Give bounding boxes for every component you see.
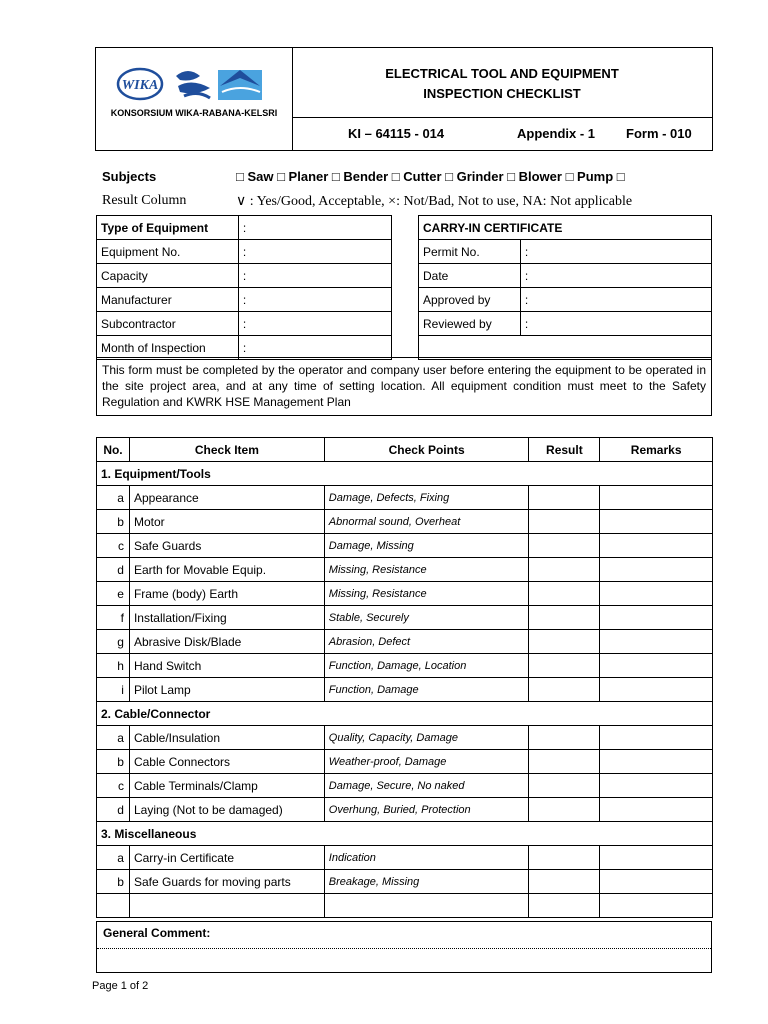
check-points: Overhung, Buried, Protection: [324, 798, 529, 822]
item-letter: a: [97, 726, 130, 750]
checklist-row: [97, 558, 713, 582]
certificate-value[interactable]: :: [520, 264, 711, 288]
remarks-cell[interactable]: [600, 510, 713, 534]
result-cell[interactable]: [529, 606, 600, 630]
appendix-label: Appendix - 1: [517, 126, 596, 141]
checklist-row: [97, 726, 713, 750]
check-points: Missing, Resistance: [324, 558, 529, 582]
checklist-row: [97, 606, 713, 630]
equipment-value[interactable]: :: [238, 288, 391, 312]
checklist-row: [97, 798, 713, 822]
remarks-cell[interactable]: [600, 870, 713, 894]
document-code-row: [292, 117, 712, 150]
item-letter: i: [97, 678, 130, 702]
checklist-row: [97, 678, 713, 702]
checklist-row: [97, 774, 713, 798]
check-points: Function, Damage, Location: [324, 654, 529, 678]
check-item: Earth for Movable Equip.: [129, 558, 324, 582]
item-letter: c: [97, 534, 130, 558]
check-points: Abrasion, Defect: [324, 630, 529, 654]
result-column-label: Result Column: [102, 193, 187, 208]
remarks-cell[interactable]: [600, 630, 713, 654]
equipment-label: Month of Inspection: [97, 336, 239, 360]
subjects-options[interactable]: □ Saw □ Planer □ Bender □ Cutter □ Grinder □ Blower □ Pump □: [236, 169, 625, 184]
section-title: 2. Cable/Connector: [97, 702, 713, 726]
comment-divider: [97, 948, 711, 949]
checklist-header-row: [97, 438, 713, 462]
document-number: KI – 64115 - 014: [348, 126, 445, 141]
item-letter: b: [97, 510, 130, 534]
equipment-row: [97, 240, 392, 264]
company-name: KONSORSIUM WIKA-RABANA-KELSRI: [110, 108, 278, 118]
equipment-info-table: [96, 215, 392, 360]
certificate-value[interactable]: :: [520, 240, 711, 264]
header-no: No.: [97, 438, 130, 462]
equipment-value[interactable]: :: [238, 240, 391, 264]
wika-logo-text: WIKA: [121, 78, 159, 93]
result-cell[interactable]: [529, 894, 600, 918]
check-item: Pilot Lamp: [129, 678, 324, 702]
remarks-cell[interactable]: [600, 894, 713, 918]
result-cell[interactable]: [529, 750, 600, 774]
check-points: Abnormal sound, Overheat: [324, 510, 529, 534]
form-title: [292, 48, 712, 118]
remarks-cell[interactable]: [600, 558, 713, 582]
check-points: Breakage, Missing: [324, 870, 529, 894]
check-item: Hand Switch: [129, 654, 324, 678]
equipment-row: [97, 264, 392, 288]
check-item: Cable Connectors: [129, 750, 324, 774]
remarks-cell[interactable]: [600, 606, 713, 630]
result-cell[interactable]: [529, 486, 600, 510]
equipment-label: Subcontractor: [97, 312, 239, 336]
checklist-row: [97, 846, 713, 870]
remarks-cell[interactable]: [600, 678, 713, 702]
equipment-value[interactable]: :: [238, 336, 391, 360]
result-cell[interactable]: [529, 846, 600, 870]
check-item: Installation/Fixing: [129, 606, 324, 630]
check-item: Appearance: [129, 486, 324, 510]
checklist-row: [97, 654, 713, 678]
check-item: Carry-in Certificate: [129, 846, 324, 870]
checklist-row: [97, 870, 713, 894]
equipment-label: Equipment No.: [97, 240, 239, 264]
equipment-row: [97, 312, 392, 336]
check-points: Damage, Missing: [324, 534, 529, 558]
certificate-value[interactable]: :: [520, 288, 711, 312]
item-letter: d: [97, 798, 130, 822]
check-points: Quality, Capacity, Damage: [324, 726, 529, 750]
section-title: 3. Miscellaneous: [97, 822, 713, 846]
check-item: Laying (Not to be damaged): [129, 798, 324, 822]
item-letter: h: [97, 654, 130, 678]
page-number: Page 1 of 2: [92, 980, 149, 992]
item-letter: c: [97, 774, 130, 798]
header-check-item: Check Item: [129, 438, 324, 462]
header-check-points: Check Points: [324, 438, 529, 462]
check-item: Safe Guards for moving parts: [129, 870, 324, 894]
section-title: 1. Equipment/Tools: [97, 462, 713, 486]
result-cell[interactable]: [529, 510, 600, 534]
remarks-cell[interactable]: [600, 798, 713, 822]
checklist-row: [97, 750, 713, 774]
remarks-cell[interactable]: [600, 654, 713, 678]
result-cell[interactable]: [529, 534, 600, 558]
certificate-row: [419, 240, 712, 264]
check-item: Cable/Insulation: [129, 726, 324, 750]
item-letter: a: [97, 486, 130, 510]
check-item: Safe Guards: [129, 534, 324, 558]
certificate-label: Date: [419, 264, 521, 288]
check-points: Weather-proof, Damage: [324, 750, 529, 774]
equipment-row: [97, 288, 392, 312]
title-line-2: INSPECTION CHECKLIST: [423, 86, 581, 101]
equipment-label: Capacity: [97, 264, 239, 288]
check-points: Indication: [324, 846, 529, 870]
general-comment-label: General Comment:: [103, 926, 211, 940]
result-cell[interactable]: [529, 870, 600, 894]
equipment-value[interactable]: :: [238, 312, 391, 336]
check-points: Stable, Securely: [324, 606, 529, 630]
certificate-row: [419, 264, 712, 288]
carry-in-certificate-table: [418, 215, 712, 360]
check-points: [324, 894, 529, 918]
equipment-value[interactable]: :: [238, 264, 391, 288]
result-cell[interactable]: [529, 774, 600, 798]
certificate-value[interactable]: :: [520, 312, 711, 336]
remarks-cell[interactable]: [600, 726, 713, 750]
checklist-row: [97, 630, 713, 654]
result-cell[interactable]: [529, 630, 600, 654]
item-letter: [97, 894, 130, 918]
inspection-checklist-table: [96, 437, 713, 918]
result-cell[interactable]: [529, 798, 600, 822]
item-letter: b: [97, 870, 130, 894]
checklist-row: [97, 894, 713, 918]
item-letter: g: [97, 630, 130, 654]
title-line-1: ELECTRICAL TOOL AND EQUIPMENT: [385, 66, 619, 81]
remarks-cell[interactable]: [600, 582, 713, 606]
certificate-label: Permit No.: [419, 240, 521, 264]
check-item: Abrasive Disk/Blade: [129, 630, 324, 654]
instructions-note: This form must be completed by the operator and company user before entering the equipment to be operated in the site project area, and at any time of setting location. All equipment condition must meet to the Safety Regulation and KWRK HSE Management Plan: [96, 357, 712, 416]
form-header: [95, 47, 713, 151]
result-cell[interactable]: [529, 654, 600, 678]
header-remarks: Remarks: [600, 438, 713, 462]
item-letter: f: [97, 606, 130, 630]
checklist-row: [97, 510, 713, 534]
check-points: Function, Damage: [324, 678, 529, 702]
check-points: Damage, Secure, No naked: [324, 774, 529, 798]
form-number: Form - 010: [626, 126, 692, 141]
result-cell[interactable]: [529, 582, 600, 606]
certificate-row: [419, 312, 712, 336]
result-cell[interactable]: [529, 558, 600, 582]
check-item: Cable Terminals/Clamp: [129, 774, 324, 798]
result-cell[interactable]: [529, 678, 600, 702]
header-result: Result: [529, 438, 600, 462]
company-logos: [96, 56, 292, 116]
checklist-row: [97, 582, 713, 606]
remarks-cell[interactable]: [600, 846, 713, 870]
general-comment-box[interactable]: [96, 921, 712, 973]
certificate-row: [419, 288, 712, 312]
equipment-row: [97, 336, 392, 360]
logo-block: [96, 48, 293, 150]
equipment-row: [97, 216, 392, 240]
remarks-cell[interactable]: [600, 534, 713, 558]
certificate-blank-row: [419, 336, 712, 360]
equipment-label: Type of Equipment: [97, 216, 239, 240]
check-item: Motor: [129, 510, 324, 534]
check-points: Missing, Resistance: [324, 582, 529, 606]
certificate-label: Reviewed by: [419, 312, 521, 336]
check-points: Damage, Defects, Fixing: [324, 486, 529, 510]
checklist-row: [97, 486, 713, 510]
item-letter: d: [97, 558, 130, 582]
remarks-cell[interactable]: [600, 486, 713, 510]
result-legend: ∨ : Yes/Good, Acceptable, ×: Not/Bad, Not to use, NA: Not applicable: [236, 194, 633, 209]
remarks-cell[interactable]: [600, 774, 713, 798]
equipment-label: Manufacturer: [97, 288, 239, 312]
item-letter: a: [97, 846, 130, 870]
check-item: Frame (body) Earth: [129, 582, 324, 606]
remarks-cell[interactable]: [600, 750, 713, 774]
item-letter: b: [97, 750, 130, 774]
result-cell[interactable]: [529, 726, 600, 750]
certificate-title: CARRY-IN CERTIFICATE: [419, 216, 712, 240]
certificate-label: Approved by: [419, 288, 521, 312]
checklist-row: [97, 534, 713, 558]
check-item: [129, 894, 324, 918]
equipment-value[interactable]: :: [238, 216, 391, 240]
subjects-label: Subjects: [102, 169, 157, 184]
item-letter: e: [97, 582, 130, 606]
